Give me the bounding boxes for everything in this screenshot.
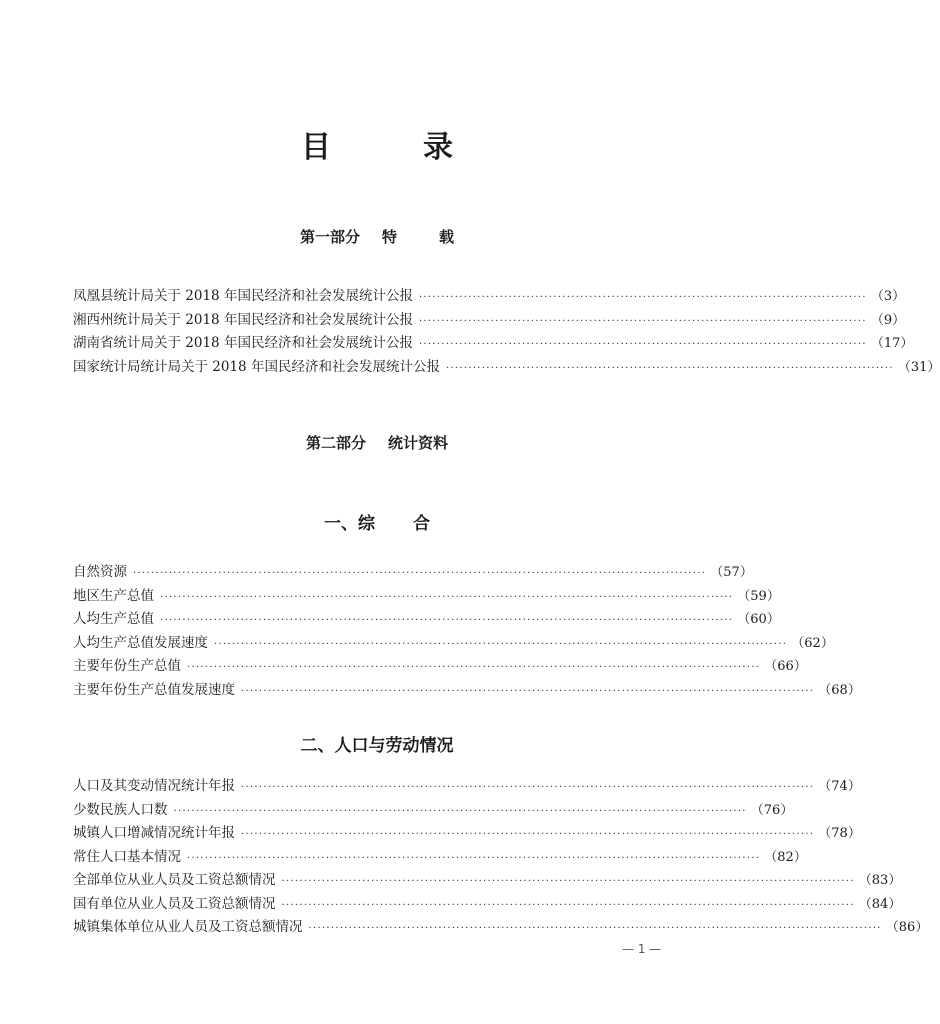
leader-dots: ································································································································	[281, 899, 855, 911]
leader-dots: ································································································································	[160, 615, 734, 626]
section1-heading	[0, 509, 754, 534]
toc-entry[interactable]	[73, 561, 753, 585]
toc-entry-page: （60）	[737, 612, 780, 627]
section2-list	[73, 775, 929, 940]
toc-entry[interactable]	[73, 309, 906, 333]
toc-entry-page: （62）	[791, 635, 834, 651]
toc-entry-page: （66）	[764, 659, 807, 674]
toc-entry[interactable]	[73, 799, 794, 823]
toc-entry-label: 自然资源	[73, 564, 127, 580]
toc-entry[interactable]	[73, 608, 780, 632]
toc-entry[interactable]	[73, 332, 914, 356]
leader-dots: ································································································································	[241, 782, 815, 793]
toc-entry-page: （82）	[764, 849, 807, 865]
toc-entry[interactable]	[73, 356, 940, 380]
toc-entry-label: 主要年份生产总值	[73, 658, 181, 674]
toc-entry-page: （83）	[858, 873, 902, 888]
toc-entry[interactable]	[73, 655, 807, 679]
toc-entry-label: 凤凰县统计局关于 2018 年国民经济和社会发展统计公报	[73, 288, 413, 304]
section1-title-a: 一、综	[324, 514, 375, 534]
leader-dots: ····································································································	[445, 362, 894, 374]
part1-label: 第一部分	[299, 228, 360, 246]
toc-entry[interactable]	[73, 846, 807, 870]
toc-entry[interactable]	[73, 632, 834, 656]
toc-entry[interactable]	[73, 869, 902, 893]
section2-heading	[0, 731, 754, 756]
leader-dots: ····································································································	[418, 292, 867, 303]
toc-entry[interactable]	[73, 916, 929, 940]
part2-label: 第二部分	[305, 434, 366, 452]
part1-heading	[0, 226, 754, 247]
toc-entry-label: 城镇集体单位从业人员及工资总额情况	[73, 919, 303, 935]
part1-list	[73, 285, 940, 379]
toc-entry-page: （17）	[870, 336, 914, 351]
toc-entry-page: （84）	[858, 896, 902, 912]
leader-dots: ································································································································	[281, 876, 855, 887]
toc-entry-label: 人口及其变动情况统计年报	[73, 778, 235, 794]
section2-title: 二、人口与劳动情况	[300, 736, 454, 756]
toc-entry-page: （76）	[750, 802, 794, 818]
toc-entry-label: 全部单位从业人员及工资总额情况	[73, 872, 276, 888]
toc-entry-page: （74）	[818, 779, 861, 794]
toc-entry[interactable]	[73, 679, 861, 703]
toc-entry-label: 湖南省统计局关于 2018 年国民经济和社会发展统计公报	[73, 335, 413, 351]
leader-dots: ································································································································	[173, 805, 747, 817]
toc-entry-label: 人均生产总值发展速度	[73, 634, 208, 651]
toc-entry-page: （9）	[870, 312, 906, 328]
toc-entry[interactable]	[73, 775, 861, 799]
toc-entry-label: 人均生产总值	[73, 611, 154, 627]
toc-entry-page: （59）	[737, 588, 780, 604]
toc-entry-label: 地区生产总值	[73, 587, 154, 604]
leader-dots: ································································································································	[214, 638, 788, 650]
part2-heading	[0, 432, 754, 453]
toc-entry-page: （31）	[897, 359, 940, 375]
part1-name-a: 特	[381, 228, 397, 246]
toc-entry-label: 少数民族人口数	[73, 801, 168, 818]
toc-entry[interactable]	[73, 285, 906, 309]
leader-dots: ····································································································	[418, 339, 867, 350]
toc-entry[interactable]	[73, 585, 780, 609]
part2-name: 统计资料	[388, 434, 449, 452]
toc-entry-label: 湘西州统计局关于 2018 年国民经济和社会发展统计公报	[73, 311, 413, 328]
leader-dots: ································································································································	[241, 685, 815, 697]
title-char-1: 目	[301, 130, 331, 165]
title-char-2: 录	[423, 130, 453, 165]
toc-entry-label: 国家统计局统计局关于 2018 年国民经济和社会发展统计公报	[73, 358, 440, 375]
toc-entry-label: 主要年份生产总值发展速度	[73, 681, 235, 698]
toc-entry[interactable]	[73, 822, 861, 846]
toc-entry-label: 国有单位从业人员及工资总额情况	[73, 895, 276, 912]
toc-entry-page: （68）	[818, 682, 861, 698]
leader-dots: ································································································································	[241, 829, 815, 840]
leader-dots: ································································································································	[187, 662, 761, 673]
section1-list	[73, 561, 861, 702]
part1-name-b: 载	[439, 228, 455, 246]
page-number-footer: — 1 —	[622, 942, 662, 956]
toc-entry[interactable]	[73, 893, 902, 917]
section1-title-b: 合	[413, 514, 430, 534]
toc-entry-page: （78）	[818, 826, 861, 841]
toc-entry-label: 城镇人口增减情况统计年报	[73, 825, 235, 841]
leader-dots: ····································································································	[418, 315, 867, 327]
page-title	[0, 122, 754, 166]
toc-entry-label: 常住人口基本情况	[73, 848, 181, 865]
leader-dots: ································································································································	[160, 591, 734, 603]
toc-entry-page: （86）	[885, 920, 929, 935]
leader-dots: ································································································································	[187, 852, 761, 864]
leader-dots: ································································································································	[133, 568, 707, 579]
leader-dots: ································································································································	[308, 923, 882, 934]
toc-entry-page: （57）	[710, 565, 753, 580]
toc-entry-page: （3）	[870, 289, 906, 304]
